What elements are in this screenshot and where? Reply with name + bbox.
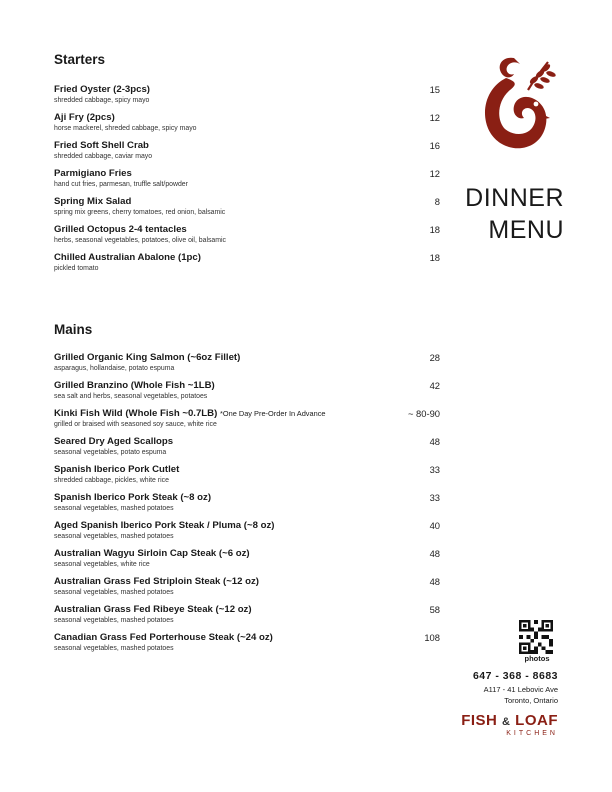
item-description: grilled or braised with seasoned soy sauce, white rice — [54, 421, 217, 428]
item-name-text: Grilled Branzino (Whole Fish ~1LB) — [54, 380, 215, 391]
item-price: 33 — [429, 492, 440, 503]
list-item — [54, 464, 440, 492]
item-price: 48 — [429, 548, 440, 559]
qr-photos-label: photos — [524, 654, 550, 663]
list-item — [54, 436, 440, 464]
item-description: seasonal vegetables, mashed potatoes — [54, 617, 174, 624]
item-description: herbs, seasonal vegetables, potatoes, olive oil, balsamic — [54, 237, 226, 244]
list-item — [54, 224, 440, 252]
item-name — [54, 548, 440, 560]
brand-part-2: LOAF — [515, 712, 558, 729]
menu-title-line-1: DINNER — [465, 184, 564, 212]
phone-number: 647 - 368 - 8683 — [472, 670, 558, 682]
item-description: hand cut fries, parmesan, truffle salt/powder — [54, 181, 188, 188]
list-item — [54, 196, 440, 224]
brand-part-1: FISH — [461, 712, 498, 729]
item-description: seasonal vegetables, mashed potatoes — [54, 533, 174, 540]
fish-bird-ampersand-logo-icon — [476, 52, 564, 162]
item-price: 40 — [429, 520, 440, 531]
item-description: shredded cabbage, caviar mayo — [54, 153, 153, 160]
starters-list — [54, 84, 440, 280]
list-item — [54, 252, 440, 280]
qr-code-icon[interactable] — [518, 620, 554, 654]
item-name — [54, 464, 440, 476]
item-name: Spring Mix Salad — [54, 196, 132, 207]
item-name: Parmigiano Fries — [54, 168, 132, 179]
item-description: asparagus, hollandaise, potato espuma — [54, 365, 175, 372]
item-name — [54, 408, 440, 420]
brand-subtitle: KITCHEN — [506, 730, 558, 737]
mains-heading: Mains — [54, 322, 93, 337]
list-item — [54, 548, 440, 576]
list-item — [54, 352, 440, 380]
list-item — [54, 112, 440, 140]
brand-wordmark — [461, 712, 558, 729]
menu-title-line-2: MENU — [488, 216, 564, 244]
mains-list — [54, 352, 440, 660]
item-name-text: Spanish Iberico Pork Steak (~8 oz) — [54, 492, 212, 503]
item-description: seasonal vegetables, mashed potatoes — [54, 589, 174, 596]
list-item — [54, 492, 440, 520]
list-item — [54, 576, 440, 604]
item-name-text: Australian Grass Fed Ribeye Steak (~12 oz) — [54, 604, 252, 615]
item-price: 48 — [429, 436, 440, 447]
item-price: ~ 80-90 — [407, 408, 440, 419]
brand-ampersand: & — [502, 716, 511, 728]
item-description: seasonal vegetables, mashed potatoes — [54, 505, 174, 512]
item-name-text: Kinki Fish Wild (Whole Fish ~0.7LB) — [54, 408, 218, 419]
item-price: 18 — [429, 252, 440, 263]
item-price: 33 — [429, 464, 440, 475]
item-name — [54, 604, 440, 616]
item-description: spring mix greens, cherry tomatoes, red onion, balsamic — [54, 209, 226, 216]
item-price: 18 — [429, 224, 440, 235]
item-name-text: Seared Dry Aged Scallops — [54, 436, 174, 447]
item-name-text: Spanish Iberico Pork Cutlet — [54, 464, 180, 475]
address-line-1: A117 - 41 Lebovic Ave — [483, 685, 558, 694]
item-price: 28 — [429, 352, 440, 363]
item-name-text: Aged Spanish Iberico Pork Steak / Pluma (~8 oz) — [54, 520, 275, 531]
item-description: shredded cabbage, pickles, white rice — [54, 477, 169, 484]
item-name: Fried Oyster (2-3pcs) — [54, 84, 150, 95]
item-description: seasonal vegetables, potato espuma — [54, 449, 167, 456]
item-name: Aji Fry (2pcs) — [54, 112, 115, 123]
item-price: 15 — [429, 84, 440, 95]
list-item — [54, 408, 440, 436]
starters-heading: Starters — [54, 52, 106, 67]
item-price: 58 — [429, 604, 440, 615]
item-name — [54, 520, 440, 532]
item-name: Chilled Australian Abalone (1pc) — [54, 252, 201, 263]
item-name — [54, 380, 440, 392]
list-item — [54, 84, 440, 112]
item-name-text: Australian Grass Fed Striploin Steak (~12 oz) — [54, 576, 259, 587]
item-name — [54, 436, 440, 448]
list-item — [54, 140, 440, 168]
item-name — [54, 492, 440, 504]
item-description: pickled tomato — [54, 265, 99, 272]
address-line-2: Toronto, Ontario — [504, 696, 558, 705]
item-description: sea salt and herbs, seasonal vegetables, potatoes — [54, 393, 208, 400]
item-name: Fried Soft Shell Crab — [54, 140, 149, 151]
list-item — [54, 604, 440, 632]
item-price: 48 — [429, 576, 440, 587]
list-item — [54, 168, 440, 196]
item-price: 12 — [429, 168, 440, 179]
item-price: 108 — [424, 632, 440, 643]
item-name-text: Australian Wagyu Sirloin Cap Steak (~6 oz) — [54, 548, 250, 559]
item-description: horse mackerel, shreded cabbage, spicy mayo — [54, 125, 197, 132]
list-item — [54, 632, 440, 660]
item-price: 12 — [429, 112, 440, 123]
item-name — [54, 576, 440, 588]
preorder-note: *One Day Pre-Order In Advance — [219, 409, 326, 418]
item-name-text: Canadian Grass Fed Porterhouse Steak (~24 oz) — [54, 632, 273, 643]
item-name — [54, 352, 440, 364]
item-price: 16 — [429, 140, 440, 151]
item-price: 42 — [429, 380, 440, 391]
item-name — [54, 632, 440, 644]
item-name: Grilled Octopus 2-4 tentacles — [54, 224, 187, 235]
list-item — [54, 520, 440, 548]
item-description: seasonal vegetables, mashed potatoes — [54, 645, 174, 652]
item-description: shredded cabbage, spicy mayo — [54, 97, 150, 104]
list-item — [54, 380, 440, 408]
item-description: seasonal vegetables, white rice — [54, 561, 150, 568]
item-name-text: Grilled Organic King Salmon (~6oz Fillet) — [54, 352, 241, 363]
item-price: 8 — [434, 196, 440, 207]
